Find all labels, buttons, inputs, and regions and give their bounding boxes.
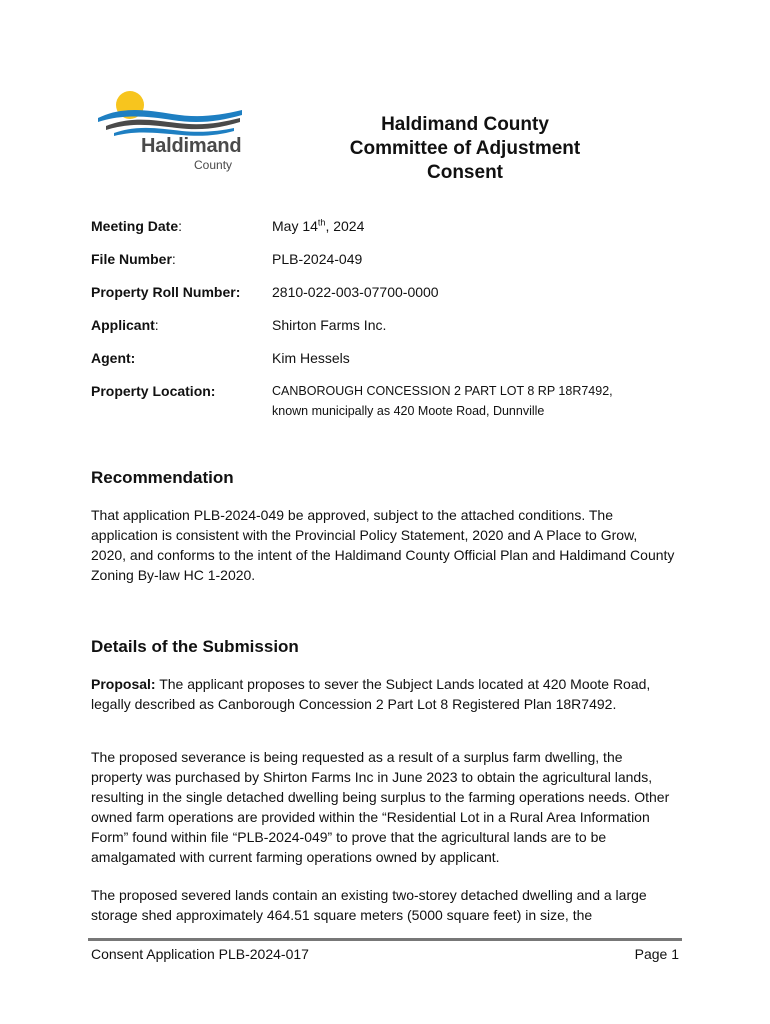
details-heading: Details of the Submission <box>91 637 299 656</box>
recommendation-text: That application PLB-2024-049 be approved, subject to the attached conditions. The application is consistent with the Provincial Policy Statement, 2020 and A Place to Grow, 2020, and conforms to the intent of the Haldimand County Official Plan and Haldimand County Zoning By-law HC 1-2020. <box>91 507 675 583</box>
applicant-row <box>91 315 691 348</box>
meeting-date-label: Meeting Date: <box>91 218 183 234</box>
title-line-3: Consent <box>427 162 503 183</box>
surplus-dwelling-paragraph: The proposed severance is being requested as a result of a surplus farm dwelling, the property was purchased by Shirton Farms Inc in June 2023 to obtain the agricultural lands, resulting in the single detached dwelling being surplus to the farming operations needs. Other owned farm operations are provided within the “Residential Lot in a Rural Area Information Form” found within file “PLB-2024-049” to prove that the agricultural lands are to be amalgamated with current farming operations owned by applicant. <box>91 749 670 865</box>
applicant-label: Applicant: <box>91 317 159 333</box>
footer-document-name: Consent Application PLB-2024-017 <box>91 946 309 962</box>
file-number-label: File Number: <box>91 251 176 267</box>
location-value <box>272 381 692 421</box>
severed-lands-paragraph: The proposed severed lands contain an existing two-storey detached dwelling and a large storage shed approximately 464.51 square meters (5000 square feet) in size, the <box>91 887 647 923</box>
footer-page-number: Page 1 <box>634 946 679 962</box>
proposal-paragraph <box>91 674 676 714</box>
roll-number-label: Property Roll Number: <box>91 284 241 300</box>
agent-row <box>91 348 691 381</box>
location-row <box>91 381 691 433</box>
document-title <box>300 113 630 185</box>
file-number-row <box>91 249 691 282</box>
agent-value: Kim Hessels <box>272 350 350 366</box>
title-line-1: Haldimand County <box>381 114 549 135</box>
footer-divider <box>88 938 682 941</box>
file-number-value: PLB-2024-049 <box>272 251 363 267</box>
location-line-1: CANBOROUGH CONCESSION 2 PART LOT 8 RP 18R7492, <box>272 384 613 398</box>
agent-label: Agent: <box>91 350 136 366</box>
meeting-details <box>91 216 691 433</box>
recommendation-heading: Recommendation <box>91 468 234 487</box>
meeting-date-value: May 14th, 2024 <box>272 217 365 234</box>
meeting-date-row <box>91 216 691 249</box>
roll-number-value: 2810-022-003-07700-0000 <box>272 284 439 300</box>
roll-number-row <box>91 282 691 315</box>
location-line-2: known municipally as 420 Moote Road, Dunnville <box>272 404 545 418</box>
logo-subtext: County <box>194 158 233 172</box>
sun-waves-icon <box>92 88 254 138</box>
haldimand-logo <box>92 88 254 180</box>
applicant-value: Shirton Farms Inc. <box>272 317 387 333</box>
title-line-2: Committee of Adjustment <box>349 138 581 159</box>
proposal-text: The applicant proposes to sever the Subject Lands located at 420 Moote Road, legally described as Canborough Concession 2 Part Lot 8 Registered Plan 18R7492. <box>91 676 651 712</box>
proposal-label: Proposal: <box>91 676 156 692</box>
location-label: Property Location: <box>91 383 216 399</box>
logo-wordmark: Haldimand <box>141 135 242 157</box>
